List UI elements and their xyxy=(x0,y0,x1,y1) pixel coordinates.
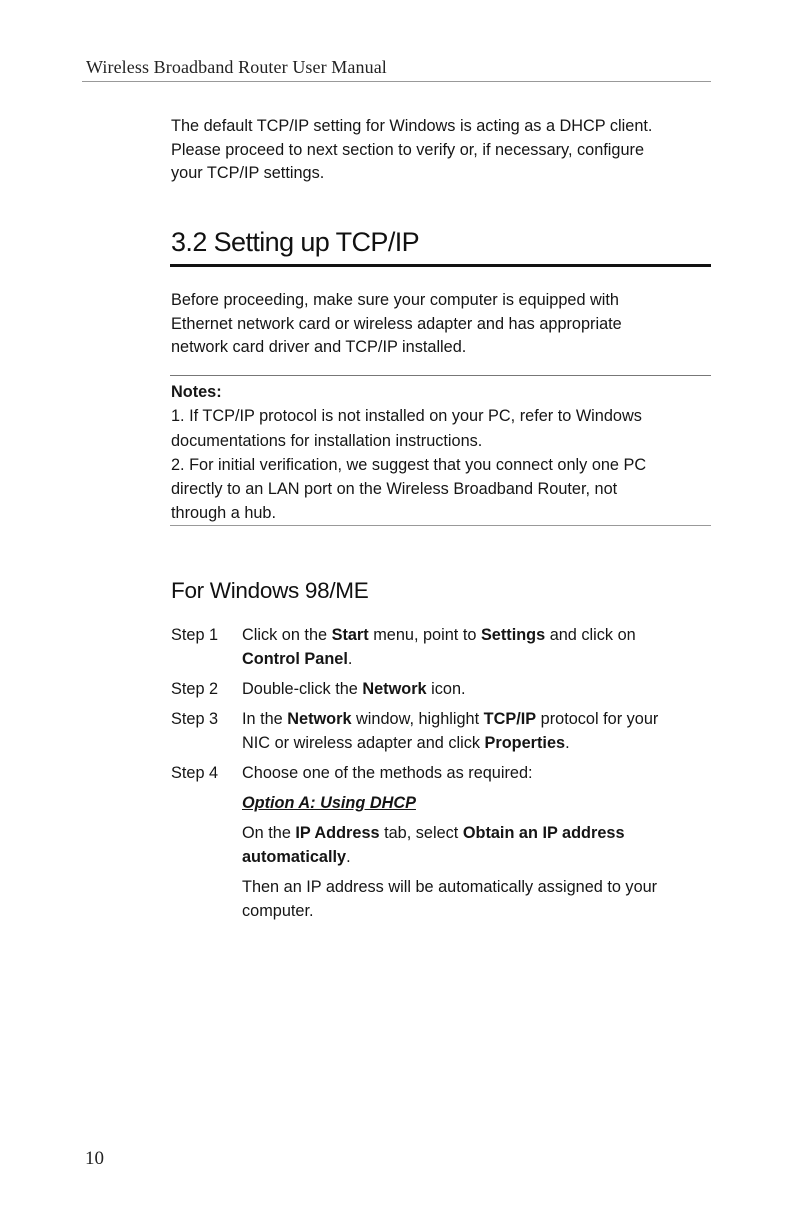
step-text xyxy=(242,678,716,702)
step-bold-run: TCP/IP xyxy=(483,710,537,728)
option-bold-run: IP Address xyxy=(295,824,380,842)
notes-line: 1. If TCP/IP protocol is not installed on your PC, refer to Windows xyxy=(171,407,642,426)
option-a-result-line: computer. xyxy=(242,901,314,920)
intro-line: The default TCP/IP setting for Windows is acting as a DHCP client. xyxy=(171,117,653,135)
step-text-run: Double-click the xyxy=(242,680,363,698)
step-text: Choose one of the methods as required: xyxy=(242,764,533,782)
notes-line: through a hub. xyxy=(171,504,277,523)
option-a-instruction xyxy=(242,822,716,869)
section-rule xyxy=(170,264,711,267)
step-bold-run: Properties xyxy=(484,733,566,752)
option-text-run: On the xyxy=(242,824,296,842)
step-text-run: protocol for your xyxy=(536,710,659,728)
step-text-run: . xyxy=(347,649,353,668)
step-text-run: window, highlight xyxy=(351,710,484,728)
step-bold-run: Settings xyxy=(480,626,546,644)
step-text-run: In the xyxy=(242,710,288,728)
section-line: Ethernet network card or wireless adapter and has appropriate xyxy=(171,314,622,333)
step-bold-run: Network xyxy=(287,710,352,728)
notes-line: 2. For initial verification, we suggest that you connect only one PC xyxy=(171,455,647,474)
option-bold-run: Obtain an IP address xyxy=(462,824,625,842)
option-text-run: tab, select xyxy=(379,824,463,842)
step-bold-run: Network xyxy=(362,680,427,698)
step-text-run: . xyxy=(565,733,570,752)
option-a-title-text: Option A: Using DHCP xyxy=(242,794,416,812)
running-header: Wireless Broadband Router User Manual xyxy=(86,57,387,77)
step-text xyxy=(242,708,716,755)
step-text-run: icon. xyxy=(426,680,466,698)
option-a-result-line: Then an IP address will be automatically assigned to your xyxy=(242,878,658,896)
page-number: 10 xyxy=(85,1148,104,1169)
step-text xyxy=(242,624,716,671)
notes-title: Notes: xyxy=(171,383,222,401)
option-text-run: . xyxy=(346,847,351,866)
header-rule xyxy=(82,81,711,82)
notes-box xyxy=(170,375,711,526)
intro-paragraph xyxy=(171,115,716,186)
step-text-run: NIC or wireless adapter and click xyxy=(242,733,485,752)
intro-line: Please proceed to next section to verify or, if necessary, configure xyxy=(171,140,645,159)
step-text-run: and click on xyxy=(545,626,636,644)
step-label: Step 4 xyxy=(171,764,219,782)
intro-line: your TCP/IP settings. xyxy=(171,164,325,182)
notes-line: documentations for installation instructions. xyxy=(171,431,483,450)
step-bold-run: Start xyxy=(331,626,369,644)
section-paragraph xyxy=(171,289,716,360)
step-text-run: Click on the xyxy=(242,626,332,644)
step-text-run: menu, point to xyxy=(368,626,481,644)
step-label: Step 1 xyxy=(171,626,219,644)
option-a-title xyxy=(242,792,716,816)
section-line: Before proceeding, make sure your computer is equipped with xyxy=(171,291,619,309)
section-title: 3.2 Setting up TCP/IP xyxy=(171,227,420,257)
step-bold-run: Control Panel xyxy=(242,649,348,668)
step-label: Step 2 xyxy=(171,680,219,698)
option-a-result xyxy=(242,876,716,923)
step-label: Step 3 xyxy=(171,710,219,728)
section-line: network card driver and TCP/IP installed. xyxy=(171,338,467,356)
subsection-title: For Windows 98/ME xyxy=(171,578,369,603)
option-bold-run: automatically xyxy=(242,847,347,866)
notes-line: directly to an LAN port on the Wireless Broadband Router, not xyxy=(171,480,618,499)
